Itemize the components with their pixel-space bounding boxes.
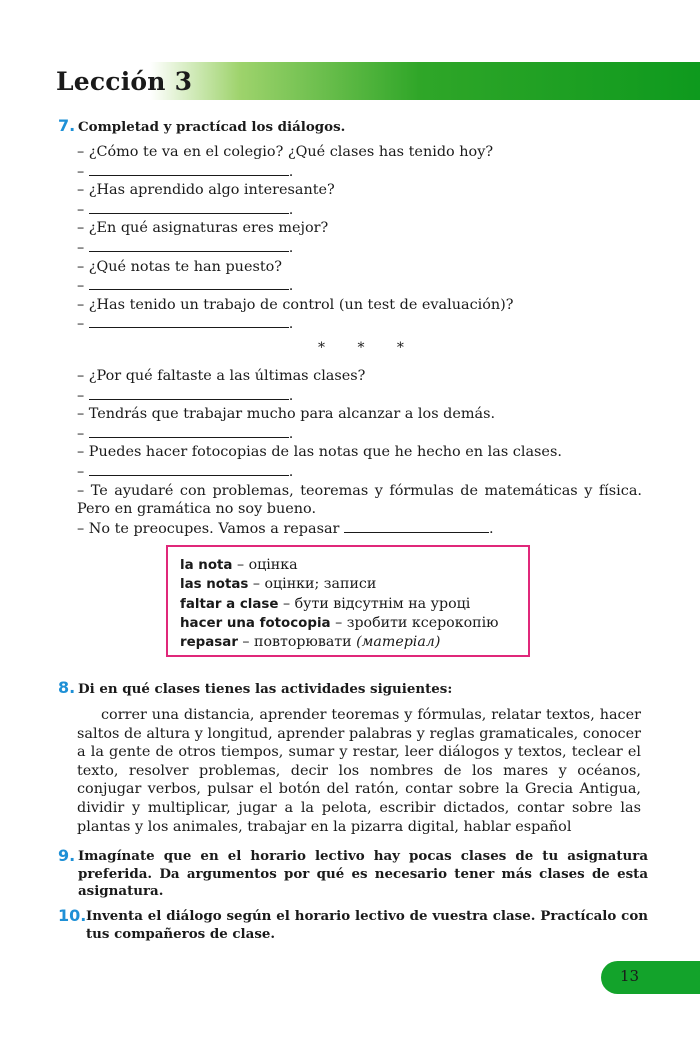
vocab-translation: – зробити ксерокопію xyxy=(330,614,499,631)
vocab-entry xyxy=(180,556,516,575)
vocab-entry xyxy=(180,595,516,614)
vocab-entry xyxy=(180,633,516,652)
vocab-translation: – оцінка xyxy=(232,557,298,573)
answer-blank[interactable] xyxy=(89,386,289,400)
answer-blank[interactable] xyxy=(89,162,289,176)
section-separator: * * * xyxy=(318,340,418,356)
dialogue-answer-line: – . xyxy=(77,463,294,480)
answer-blank[interactable] xyxy=(344,519,489,533)
dialogue-line: – Tendrás que trabajar mucho para alcanzar a los demás. xyxy=(77,406,496,423)
vocab-translation: – оцінки; записи xyxy=(248,576,377,593)
page-number-tab xyxy=(601,961,700,994)
vocab-translation: – повторювати xyxy=(237,634,357,651)
vocab-entry xyxy=(180,575,516,594)
dialogue-answer-line: – . xyxy=(77,316,294,333)
dialogue-line: – ¿Por qué faltaste a las últimas clases? xyxy=(77,368,366,384)
dialogue-answer-line: – . xyxy=(77,425,294,442)
dialogue-part-2 xyxy=(77,367,642,538)
exercise-7 xyxy=(58,118,648,136)
dialogue-line: – ¿En qué asignaturas eres mejor? xyxy=(77,220,329,237)
answer-blank[interactable] xyxy=(89,424,289,438)
dialogue-answer-line: – . xyxy=(77,201,294,218)
exercise-10-number: 10. xyxy=(58,906,87,925)
vocab-term: la nota xyxy=(180,558,233,573)
exercise-7-number: 7. xyxy=(58,116,76,135)
dialogue-line: – ¿Cómo te va en el colegio? ¿Qué clases has tenido hoy? xyxy=(77,144,494,160)
dialogue-line: – ¿Has tenido un trabajo de control (un test de evaluación)? xyxy=(77,296,514,313)
dialogue-answer-line: – . xyxy=(77,163,294,180)
dialogue-answer-line: – . xyxy=(77,278,294,295)
vocab-term: faltar a clase xyxy=(180,596,279,612)
vocab-note: (матеріал) xyxy=(356,634,441,651)
dialogue-line: – ¿Has aprendido algo interesante? xyxy=(77,182,335,199)
dialogue-answer-line: – . xyxy=(77,387,294,404)
dialogue-answer-line: – No te preocupes. Vamos a repasar . xyxy=(77,520,494,537)
dialogue-answer-line: – . xyxy=(77,239,294,256)
exercise-8 xyxy=(58,680,648,698)
exercise-10 xyxy=(58,908,648,943)
exercise-9-number: 9. xyxy=(58,846,76,865)
dialogue-line: – ¿Qué notas te han puesto? xyxy=(77,258,283,275)
exercise-10-text: Inventa el diálogo según el horario lectivo de vuestra clase. Practícalo con tus compañeros de clase. xyxy=(86,908,648,942)
vocab-translation: – бути відсутнім на уроці xyxy=(278,595,471,612)
answer-blank[interactable] xyxy=(89,462,289,476)
dialogue-part-1 xyxy=(77,143,642,334)
dialogue-line: – Te ayudaré con problemas, teoremas y fórmulas de matemáticas y física. Pero en gramática no soy bueno. xyxy=(77,482,642,518)
vocab-entry xyxy=(180,614,516,633)
answer-blank[interactable] xyxy=(89,314,289,328)
page-number: 13 xyxy=(620,967,640,985)
exercise-9-text: Imagínate que en el horario lectivo hay pocas clases de tu asignatura preferida. Da argumentos por qué es necesario tener más clases de esta asignatura. xyxy=(78,848,648,900)
exercise-8-title: Di en qué clases tienes las actividades siguientes: xyxy=(78,681,453,697)
vocab-term: hacer una fotocopia xyxy=(180,615,331,631)
exercise-8-number: 8. xyxy=(58,678,76,697)
answer-blank[interactable] xyxy=(89,276,289,290)
vocab-term: repasar xyxy=(180,635,238,651)
exercise-7-title: Completad y practícad los diálogos. xyxy=(78,119,346,135)
dialogue-line: – Puedes hacer fotocopias de las notas que he hecho en las clases. xyxy=(77,444,562,461)
answer-blank[interactable] xyxy=(89,238,289,252)
lesson-title: Lección 3 xyxy=(56,67,193,96)
vocabulary-box xyxy=(166,545,530,657)
exercise-8-activities: correr una distancia, aprender teoremas y fórmulas, relatar textos, hacer saltos de altura y longitud, aprender palabras y reglas gramaticales, conocer a la gente de otros tiempos, sumar y restar, leer diálogos y textos, teclear el texto, resolver problemas, decir los nombres de los mares y océanos, conjugar verbos, pulsar el botón del ratón, contar sobre la Grecia Antigua, dividir y multiplicar, jugar a la pelota, escribir dictados, contar sobre las plantas y los animales, trabajar en la pizarra digital, hablar español xyxy=(77,707,641,835)
answer-blank[interactable] xyxy=(89,200,289,214)
exercise-9 xyxy=(58,848,648,901)
vocab-term: las notas xyxy=(180,577,249,593)
